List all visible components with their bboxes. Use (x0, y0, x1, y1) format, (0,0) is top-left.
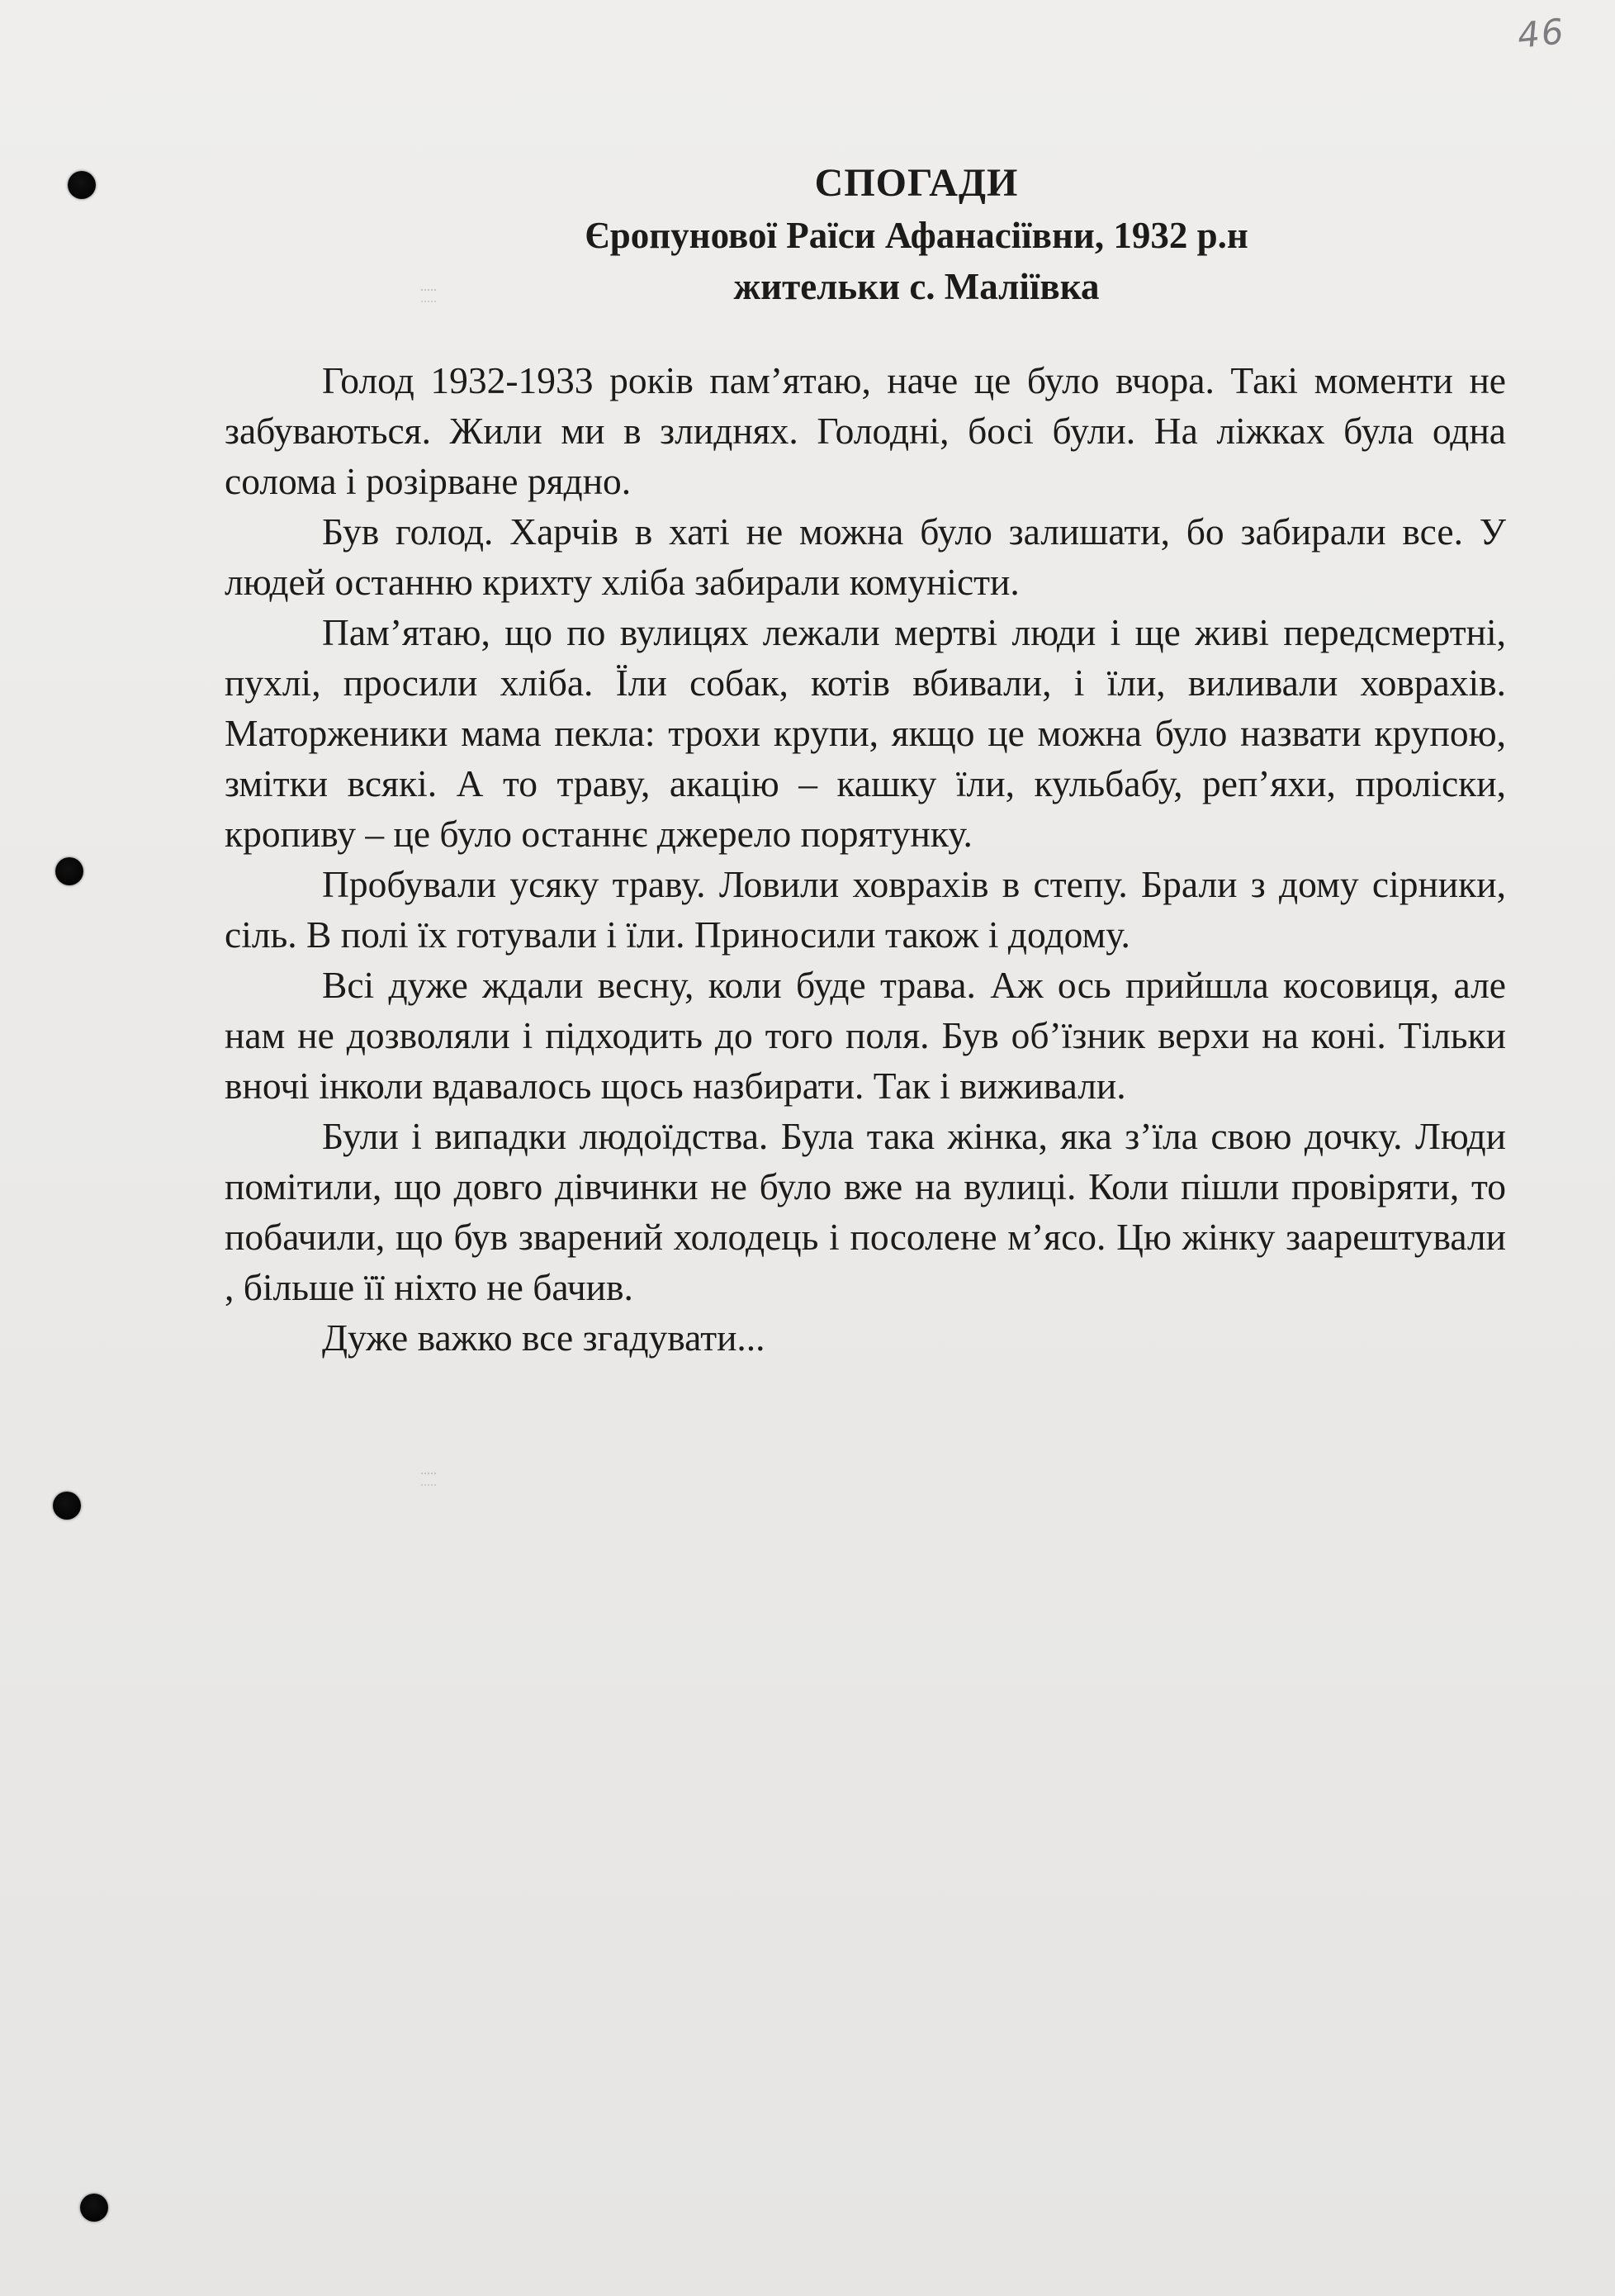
scan-artifact (421, 1473, 436, 1486)
paragraph: Пам’ятаю, що по вулицях лежали мертві люди і ще живі передсмертні, пухлі, просили хліба. Їли собак, котів вбивали, і їли, виливали ховрахів. Маторженики мама пекла: трохи крупи, якщо це можна було назвати крупою, змітки всякі. А то траву, акацію – кашку їли, кульбабу, реп’яхи, проліски, кропиву – це було останнє джерело порятунку. (225, 611, 1506, 855)
document-header (462, 157, 1371, 312)
paragraph: Всі дуже ждали весну, коли буде трава. Аж ось прийшла косовиця, але нам не дозволяли і підходить до того поля. Був об’їзник верхи на коні. Тільки вночі інколи вдавалось щось назбирати. Так і виживали. (225, 964, 1506, 1107)
paragraph: Пробували усяку траву. Ловили ховрахів в степу. Брали з дому сірники, сіль. В полі їх готували і їли. Приносили також і додому. (225, 863, 1506, 956)
paragraph: Дуже важко все згадувати... (322, 1316, 765, 1359)
document-subtitle-name: Єропунової Раїси Афанасіївни, 1932 р.н (585, 215, 1248, 256)
scan-artifact (421, 289, 436, 302)
paragraph: Були і випадки людоїдства. Була така жінка, яка з’їла свою дочку. Люди помітили, що довго дівчинки не було вже на вулиці. Коли пішли провіряти, то побачили, що був зварений холодець і посолене м’ясо. Цю жінку заарештували , більше її ніхто не бачив. (225, 1115, 1506, 1308)
paragraph: Був голод. Харчів в хаті не можна було залишати, бо забирали все. У людей останню крихту хліба забирали комуністи. (225, 510, 1506, 603)
document-title: СПОГАДИ (814, 161, 1019, 205)
paragraph: Голод 1932-1933 років пам’ятаю, наче це було вчора. Такі моменти не забуваються. Жили ми в злиднях. Голодні, босі були. На ліжках була одна солома і розірване рядно. (225, 359, 1506, 502)
punch-hole (80, 2194, 108, 2222)
punch-hole (53, 1492, 81, 1520)
handwritten-page-number: 46 (1515, 11, 1567, 56)
document-subtitle-residence: жительки с. Маліївка (733, 266, 1100, 307)
punch-hole (68, 171, 96, 199)
punch-hole (55, 857, 83, 885)
document-body (225, 355, 1506, 1363)
